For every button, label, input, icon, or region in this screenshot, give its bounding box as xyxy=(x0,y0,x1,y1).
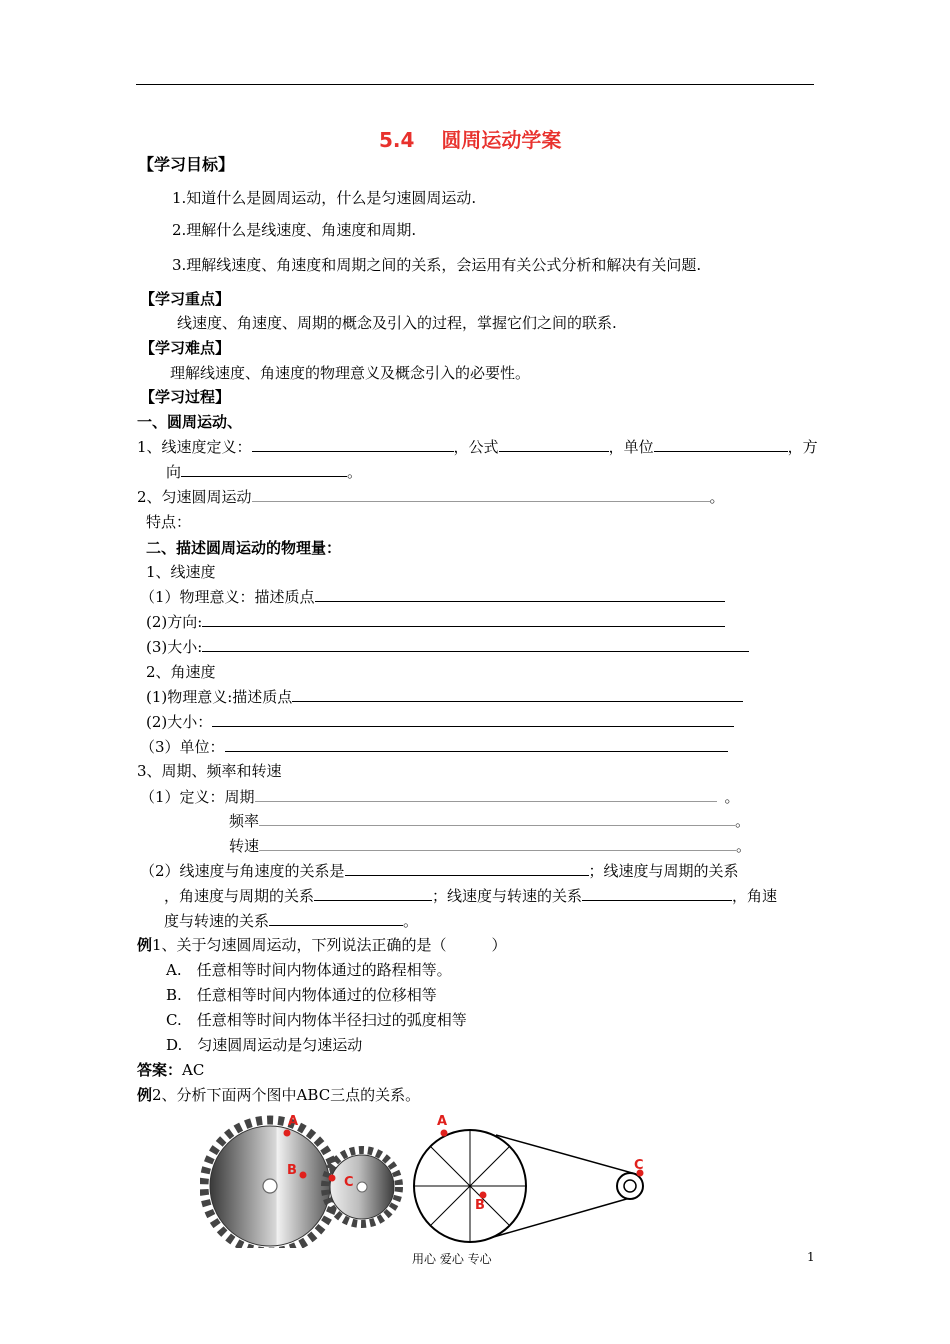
q1-unit-label: ，单位 xyxy=(608,438,654,456)
lv-3-blank[interactable] xyxy=(202,637,749,652)
av-1-line xyxy=(146,686,743,707)
example1-option-a[interactable]: A. 任意相等时间内物体通过的路程相等。 xyxy=(166,961,452,979)
process-heading: 【学习过程】 xyxy=(140,388,231,406)
pf-heading: 3、周期、频率和转速 xyxy=(137,762,282,780)
rel-line-3 xyxy=(164,910,418,931)
av-1-label: (1)物理意义:描述质点 xyxy=(146,688,293,706)
q2-line xyxy=(137,486,725,507)
q1-label: 1、线速度定义： xyxy=(137,438,252,456)
rel-2b: ；线速度与转速的关系 xyxy=(432,887,583,905)
example1-option-d[interactable]: D. 匀速圆周运动是匀速运动 xyxy=(166,1036,363,1054)
lv-3-line xyxy=(146,636,749,657)
belt-label-b: B xyxy=(475,1198,485,1213)
q2-end: 。 xyxy=(709,488,725,506)
large-gear xyxy=(204,1120,336,1248)
goal-1: 1.知道什么是圆周运动，什么是匀速圆周运动. xyxy=(172,189,477,207)
example1-label: 例 xyxy=(137,936,153,954)
lv-2-blank[interactable] xyxy=(202,612,725,627)
av-3-line xyxy=(140,736,728,757)
pf-freq-blank[interactable] xyxy=(259,811,735,826)
goal-2: 2.理解什么是线速度、角速度和周期. xyxy=(172,221,417,239)
example2-label: 例 xyxy=(137,1086,153,1104)
rel-line-1 xyxy=(140,860,739,881)
gear-label-c: C xyxy=(344,1175,354,1190)
gear-point-a xyxy=(284,1130,291,1137)
rel-3b: 。 xyxy=(403,912,419,930)
q2-blank[interactable] xyxy=(252,487,710,502)
header-rule xyxy=(136,84,814,85)
rel-v-n-blank[interactable] xyxy=(582,886,732,901)
part1-heading: 一、圆周运动、 xyxy=(137,413,243,431)
goal-3: 3.理解线速度、角速度和周期之间的关系，会运用有关公式分析和解决有关问题. xyxy=(172,256,702,274)
av-1-blank[interactable] xyxy=(292,687,743,702)
gear-figure xyxy=(200,1108,410,1248)
gear-point-b xyxy=(300,1172,307,1179)
difficulty-text: 理解线速度、角速度的物理意义及概念引入的必要性。 xyxy=(170,364,531,382)
page-number: 1 xyxy=(807,1250,815,1264)
pf-speed-label: 转速 xyxy=(229,837,260,855)
difficulty-heading: 【学习难点】 xyxy=(140,339,231,357)
goals-heading: 【学习目标】 xyxy=(138,155,235,174)
page-title: 5.4 圆周运动学案 xyxy=(379,128,562,152)
example1-option-b[interactable]: B. 任意相等时间内物体通过的位移相等 xyxy=(166,986,437,1004)
lv-3-label: (3)大小: xyxy=(146,638,203,656)
pf-def-line xyxy=(140,786,740,807)
lv-2-line xyxy=(146,611,725,632)
part2-heading: 二、描述圆周运动的物理量： xyxy=(146,539,342,557)
large-gear-hub xyxy=(263,1179,277,1193)
rel-1a: （2）线速度与角速度的关系是 xyxy=(140,862,345,880)
large-pulley xyxy=(414,1130,526,1242)
q1-formula-blank[interactable] xyxy=(499,437,609,452)
lv-1-line xyxy=(140,586,725,607)
pf-freq-line xyxy=(229,810,750,831)
rel-2a: ，角速度与周期的关系 xyxy=(164,887,315,905)
q1-definition-blank[interactable] xyxy=(252,437,454,452)
pf-freq-label: 频率 xyxy=(229,812,260,830)
rel-3a: 度与转速的关系 xyxy=(164,912,270,930)
rel-v-omega-blank[interactable] xyxy=(345,861,589,876)
belt-label-c: C xyxy=(634,1158,644,1173)
belt-label-a: A xyxy=(437,1114,448,1129)
q1-end: 。 xyxy=(347,463,363,481)
small-pulley xyxy=(617,1173,643,1199)
example1-option-c[interactable]: C. 任意相等时间内物体半径扫过的弧度相等 xyxy=(166,1011,467,1029)
pf-speed-line xyxy=(229,835,751,856)
feature-label: 特点： xyxy=(146,513,192,531)
gear-label-a: A xyxy=(288,1114,299,1129)
example2-question xyxy=(137,1084,420,1105)
example1-text: 1、关于匀速圆周运动，下列说法正确的是（ ） xyxy=(152,936,507,954)
av-3-blank[interactable] xyxy=(225,737,728,752)
q2-label: 2、匀速圆周运动 xyxy=(137,488,252,506)
pf-def-end: 。 xyxy=(724,788,740,806)
belt-pulley-figure xyxy=(408,1108,658,1248)
av-2-line xyxy=(146,711,734,732)
rel-omega-n-blank[interactable] xyxy=(269,911,403,926)
av-2-blank[interactable] xyxy=(212,712,734,727)
pf-speed-end: 。 xyxy=(736,837,752,855)
answer-value: AC xyxy=(182,1061,205,1079)
q1-formula-label: ，公式 xyxy=(453,438,499,456)
av-heading: 2、角速度 xyxy=(146,663,216,681)
focus-heading: 【学习重点】 xyxy=(140,290,231,308)
gear-point-c xyxy=(329,1175,336,1182)
q1-line-2 xyxy=(166,461,362,482)
focus-text: 线速度、角速度、周期的概念及引入的过程，掌握它们之间的联系. xyxy=(177,314,617,332)
small-gear xyxy=(325,1150,399,1224)
lv-1-label: （1）物理意义：描述质点 xyxy=(140,588,315,606)
example1-answer xyxy=(137,1059,204,1080)
answer-label: 答案： xyxy=(137,1061,183,1079)
belt-point-a xyxy=(441,1130,448,1137)
pf-freq-end: 。 xyxy=(735,812,751,830)
gear-label-b: B xyxy=(287,1163,297,1178)
rel-2c: ，角速 xyxy=(732,887,778,905)
q1-unit-blank[interactable] xyxy=(654,437,788,452)
av-3-label: （3）单位： xyxy=(140,738,225,756)
example1-question xyxy=(137,934,507,955)
pf-speed-blank[interactable] xyxy=(259,836,736,851)
example2-text: 2、分析下面两个图中ABC三点的关系。 xyxy=(152,1086,421,1104)
rel-omega-T-blank[interactable] xyxy=(314,886,432,901)
q1-dir-tail: 向 xyxy=(166,463,182,481)
lv-heading: 1、线速度 xyxy=(146,563,216,581)
rel-1b: ；线速度与周期的关系 xyxy=(588,862,739,880)
pf-def-label: （1）定义：周期 xyxy=(140,788,255,806)
lv-2-label: (2)方向: xyxy=(146,613,203,631)
pf-period-blank[interactable] xyxy=(255,787,717,802)
av-2-label: (2)大小： xyxy=(146,713,213,731)
q1-direction-blank[interactable] xyxy=(181,462,347,477)
small-gear-hub xyxy=(357,1182,367,1192)
lv-1-blank[interactable] xyxy=(315,587,725,602)
q1-dir-head: ，方 xyxy=(787,438,818,456)
rel-line-2 xyxy=(164,885,777,906)
q1-line xyxy=(137,436,818,457)
footer-motto: 用心 爱心 专心 xyxy=(412,1252,492,1266)
